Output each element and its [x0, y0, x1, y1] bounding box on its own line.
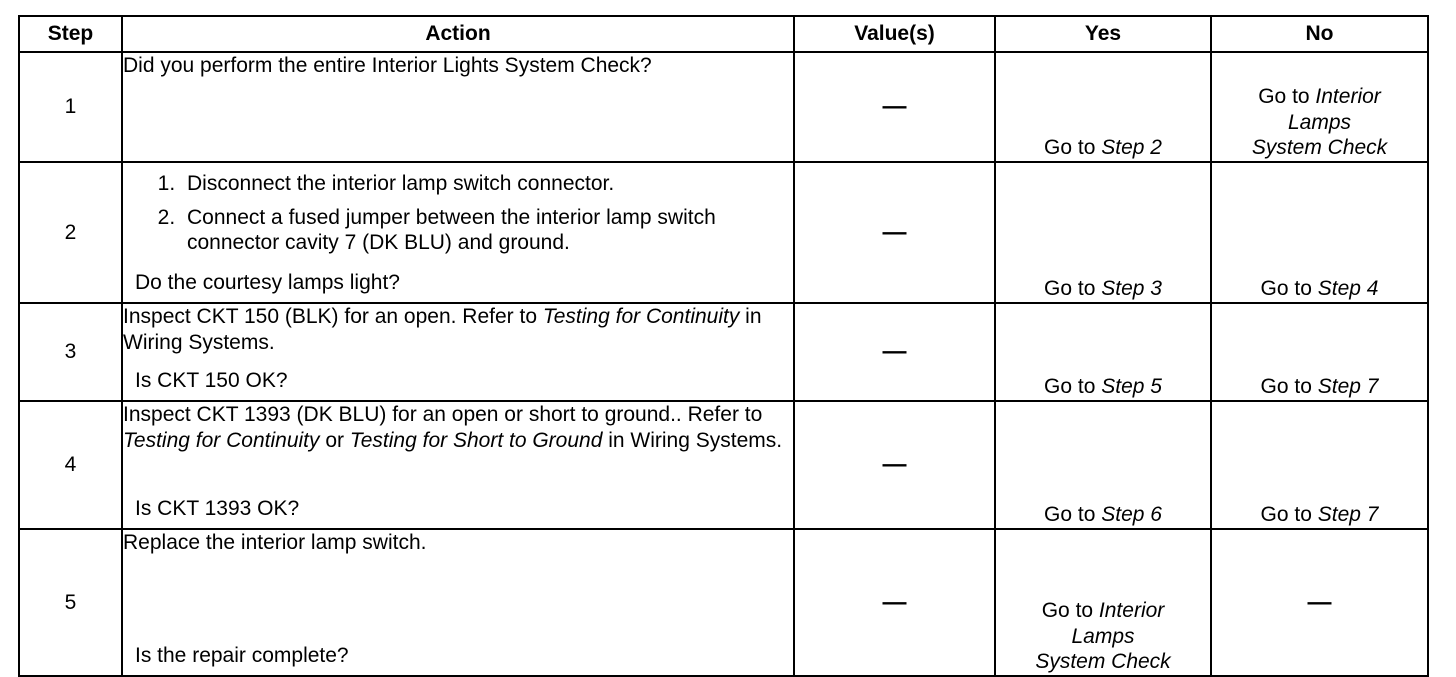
- goto-step-link[interactable]: Step 7: [1317, 375, 1379, 399]
- substep-item: 2. Connect a fused jumper between the interior lamp switch connector cavity 7 (DK BLU) and ground.: [181, 205, 793, 256]
- no-prefix: Go to: [1258, 85, 1316, 109]
- table-row: [19, 162, 1428, 303]
- header-action: Action: [122, 16, 794, 52]
- step-number: 2: [19, 162, 122, 303]
- action-text-part: in Wiring Systems.: [602, 428, 783, 452]
- step-number: 5: [19, 529, 122, 676]
- system-check-link-1[interactable]: Interior: [1098, 599, 1165, 623]
- action-cell: [122, 52, 794, 162]
- system-check-link-2[interactable]: Lamps: [1071, 624, 1135, 648]
- action-substeps: [123, 171, 793, 256]
- yes-cell[interactable]: [995, 303, 1211, 401]
- step-number: 1: [19, 52, 122, 162]
- step-number: 3: [19, 303, 122, 401]
- action-text: [123, 305, 762, 354]
- yes-cell[interactable]: [995, 401, 1211, 529]
- header-yes: Yes: [995, 16, 1211, 52]
- yes-prefix: Go to: [1044, 136, 1102, 160]
- no-cell[interactable]: [1211, 52, 1428, 162]
- action-question: Is CKT 1393 OK?: [135, 497, 300, 521]
- action-cell: [122, 162, 794, 303]
- action-cell: [122, 303, 794, 401]
- yes-cell[interactable]: [995, 162, 1211, 303]
- table-row: [19, 303, 1428, 401]
- yes-prefix: Go to: [1044, 503, 1102, 527]
- step-number: 4: [19, 401, 122, 529]
- reference-link[interactable]: Testing for Short to Ground: [349, 428, 603, 452]
- no-cell[interactable]: [1211, 162, 1428, 303]
- no-prefix: Go to: [1260, 277, 1318, 301]
- system-check-link-3[interactable]: System Check: [1251, 136, 1388, 160]
- yes-prefix: Go to: [1044, 277, 1102, 301]
- action-cell: [122, 529, 794, 676]
- goto-step-link[interactable]: Step 6: [1101, 503, 1162, 527]
- goto-step-link[interactable]: Step 4: [1317, 277, 1379, 301]
- value-cell: —: [794, 303, 995, 401]
- no-prefix: Go to: [1260, 375, 1318, 399]
- no-cell[interactable]: [1211, 401, 1428, 529]
- diagnostic-table: [18, 15, 1429, 677]
- header-values: Value(s): [794, 16, 995, 52]
- reference-link[interactable]: Testing for Continuity: [123, 428, 320, 452]
- action-text: [123, 403, 782, 452]
- action-text-part: Inspect CKT 150 (BLK) for an open. Refer to: [123, 305, 543, 328]
- no-cell: —: [1211, 529, 1428, 676]
- no-cell[interactable]: [1211, 303, 1428, 401]
- table-row: [19, 529, 1428, 676]
- value-cell: —: [794, 52, 995, 162]
- yes-cell[interactable]: [995, 529, 1211, 676]
- goto-step-link[interactable]: Step 7: [1317, 503, 1379, 527]
- yes-cell[interactable]: [995, 52, 1211, 162]
- substep-item: 1. Disconnect the interior lamp switch connector.: [181, 171, 793, 197]
- value-cell: —: [794, 529, 995, 676]
- reference-link[interactable]: Testing for Continuity: [542, 305, 740, 328]
- system-check-link-2[interactable]: Lamps: [1287, 110, 1352, 134]
- value-cell: —: [794, 401, 995, 529]
- action-text-part: or: [319, 428, 350, 452]
- system-check-link-3[interactable]: System Check: [1035, 650, 1171, 674]
- action-cell: [122, 401, 794, 529]
- value-cell: —: [794, 162, 995, 303]
- action-text: Did you perform the entire Interior Lights System Check?: [123, 54, 652, 77]
- header-step: Step: [19, 16, 122, 52]
- action-text: Replace the interior lamp switch.: [123, 531, 427, 554]
- header-row: [19, 16, 1428, 52]
- system-check-link-1[interactable]: Interior: [1315, 85, 1381, 109]
- goto-step-link[interactable]: Step 2: [1101, 136, 1162, 160]
- no-prefix: Go to: [1260, 503, 1318, 527]
- action-question: Is CKT 150 OK?: [135, 369, 288, 393]
- action-text-part: in Wiring Systems.: [123, 305, 762, 354]
- table-row: [19, 401, 1428, 529]
- action-question: Is the repair complete?: [135, 644, 349, 668]
- header-no: No: [1211, 16, 1428, 52]
- yes-prefix: Go to: [1041, 599, 1099, 623]
- yes-prefix: Go to: [1044, 375, 1102, 399]
- action-question: Do the courtesy lamps light?: [135, 271, 400, 295]
- action-text-part: Inspect CKT 1393 (DK BLU) for an open or short to ground.. Refer to: [123, 403, 763, 426]
- goto-step-link[interactable]: Step 3: [1101, 277, 1162, 301]
- goto-step-link[interactable]: Step 5: [1101, 375, 1162, 399]
- table-row: [19, 52, 1428, 162]
